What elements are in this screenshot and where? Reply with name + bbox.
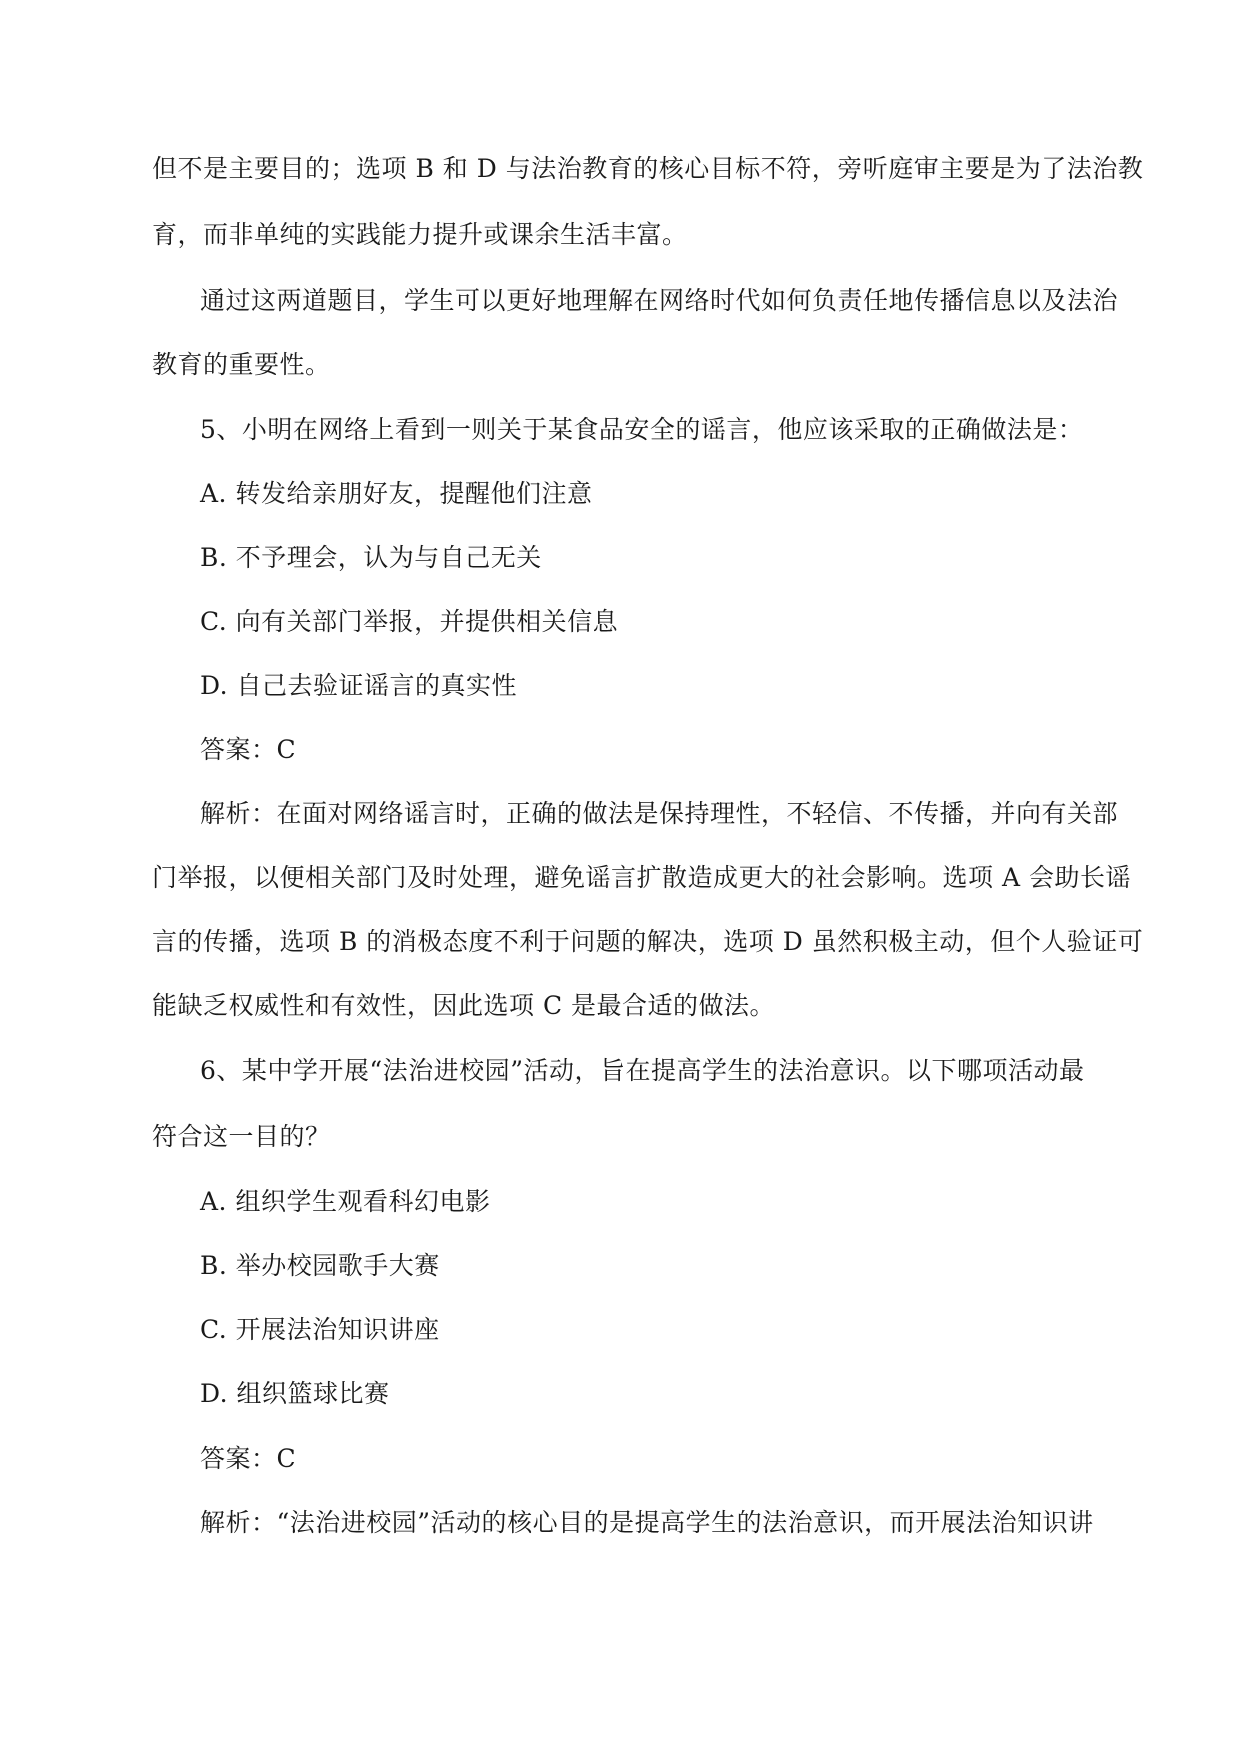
question-6-option-c: C. 开展法治知识讲座 (200, 1315, 440, 1344)
question-5-analysis-line: 能缺乏权威性和有效性，因此选项 C 是最合适的做法。 (152, 991, 776, 1020)
question-6-option-d: D. 组织篮球比赛 (200, 1379, 390, 1408)
question-5-analysis-line: 言的传播，选项 B 的消极态度不利于问题的解决，选项 D 虽然积极主动，但个人验证可 (152, 927, 1144, 956)
question-5-stem: 5、小明在网络上看到一则关于某食品安全的谣言，他应该采取的正确做法是： (200, 415, 1084, 444)
question-6-stem-line: 6、某中学开展“法治进校园”活动，旨在提高学生的法治意识。以下哪项活动最 (200, 1056, 1085, 1085)
question-6-option-a: A. 组织学生观看科幻电影 (200, 1187, 491, 1216)
paragraph-line: 但不是主要目的；选项 B 和 D 与法治教育的核心目标不符，旁听庭审主要是为了法治教 (152, 154, 1144, 183)
paragraph-line: 通过这两道题目，学生可以更好地理解在网络时代如何负责任地传播信息以及法治 (200, 286, 1119, 315)
question-6-stem-line: 符合这一目的？ (152, 1122, 331, 1151)
paragraph-line: 育，而非单纯的实践能力提升或课余生活丰富。 (152, 220, 688, 249)
paragraph-line: 教育的重要性。 (152, 350, 331, 379)
question-5-option-c: C. 向有关部门举报，并提供相关信息 (200, 607, 619, 636)
question-5-option-b: B. 不予理会，认为与自己无关 (200, 543, 542, 572)
question-5-option-d: D. 自己去验证谣言的真实性 (200, 671, 518, 700)
question-6-option-b: B. 举办校园歌手大赛 (200, 1251, 440, 1280)
question-5-answer: 答案：C (200, 735, 297, 764)
question-5-analysis-line: 门举报，以便相关部门及时处理，避免谣言扩散造成更大的社会影响。选项 A 会助长谣 (152, 863, 1131, 892)
question-5-option-a: A. 转发给亲朋好友，提醒他们注意 (200, 479, 593, 508)
question-6-answer: 答案：C (200, 1444, 297, 1473)
question-6-analysis-line: 解析：“法治进校园”活动的核心目的是提高学生的法治意识，而开展法治知识讲 (200, 1508, 1094, 1537)
question-5-analysis-line: 解析：在面对网络谣言时，正确的做法是保持理性，不轻信、不传播，并向有关部 (200, 799, 1119, 828)
